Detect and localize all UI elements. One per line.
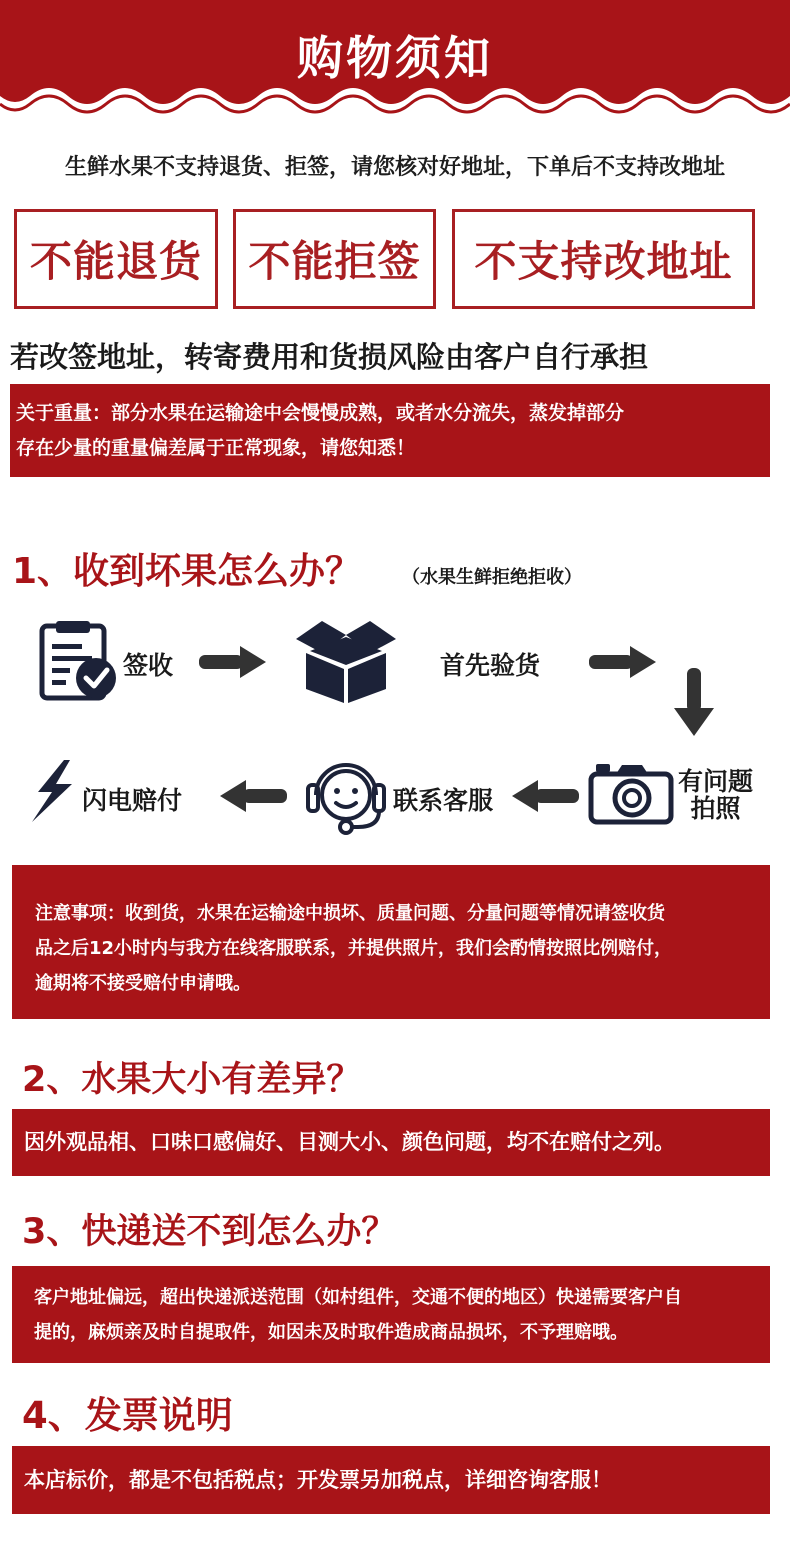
section4-text: 本店标价，都是不包括税点；开发票另加税点，详细咨询客服！ — [24, 1468, 612, 1492]
clipboard-check-icon — [38, 620, 120, 702]
attention-line2: 品之后12小时内与我方在线客服联系，并提供照片，我们会酌情按照比例赔付， — [35, 938, 673, 959]
step-contact-label: 联系客服 — [393, 786, 494, 815]
weight-note-line2: 存在少量的重量偏差属于正常现象，请您知悉！ — [16, 437, 416, 459]
attention-line1: 注意事项：收到货，水果在运输途中损坏、质量问题、分量问题等情况请签收货 — [35, 903, 665, 924]
open-box-icon — [292, 617, 400, 705]
section2-title: 2、水果大小有差异？ — [22, 1060, 362, 1100]
page-title: 购物须知 — [297, 31, 493, 85]
section2-text: 因外观品相、口味口感偏好、目测大小、颜色问题，均不在赔付之列。 — [24, 1130, 675, 1154]
section1-title: 1、收到坏果怎么办？ — [12, 551, 362, 592]
no-refuse-box: 不能拒签 — [233, 209, 436, 309]
weight-note-band — [10, 384, 770, 477]
step-photo-line2: 拍照 — [690, 794, 741, 823]
no-return-box: 不能退货 — [14, 209, 218, 309]
section3-band — [12, 1266, 770, 1363]
section3-line1: 客户地址偏远，超出快递派送范围（如村组件，交通不便的地区）快递需要客户自 — [34, 1287, 682, 1308]
customer-service-headset-icon — [304, 757, 388, 841]
attention-line3: 逾期将不接受赔付申请哦。 — [35, 973, 251, 994]
attention-band — [12, 865, 770, 1019]
section4-band — [12, 1446, 770, 1514]
arrow-right-icon — [586, 644, 658, 680]
step-pay-label: 闪电赔付 — [82, 786, 183, 815]
step-sign-label: 签收 — [123, 651, 174, 680]
arrow-left-icon — [218, 778, 290, 814]
camera-icon — [588, 762, 674, 826]
step-inspect-label: 首先验货 — [440, 651, 541, 680]
lightning-icon — [28, 758, 76, 824]
notice-text: 生鲜水果不支持退货、拒签，请您核对好地址，下单后不支持改地址 — [64, 155, 725, 180]
section4-title: 4、发票说明 — [22, 1394, 233, 1437]
section2-band — [12, 1109, 770, 1176]
section1-note: （水果生鲜拒绝拒收） — [402, 567, 582, 588]
arrow-right-icon — [196, 644, 268, 680]
header-banner — [0, 0, 790, 118]
address-change-warning: 若改签地址，转寄费用和货损风险由客户自行承担 — [10, 340, 649, 374]
weight-note-line1: 关于重量：部分水果在运输途中会慢慢成熟，或者水分流失，蒸发掉部分 — [16, 402, 625, 424]
step-photo-label — [678, 768, 753, 822]
arrow-left-icon — [510, 778, 582, 814]
arrow-down-icon — [672, 666, 716, 738]
section3-title: 3、快递送不到怎么办？ — [22, 1212, 397, 1252]
no-address-change-box: 不支持改地址 — [452, 209, 755, 309]
section3-line2: 提的，麻烦亲及时自提取件，如因未及时取件造成商品损坏，不予理赔哦。 — [34, 1322, 628, 1343]
step-photo-line1: 有问题 — [678, 767, 754, 796]
